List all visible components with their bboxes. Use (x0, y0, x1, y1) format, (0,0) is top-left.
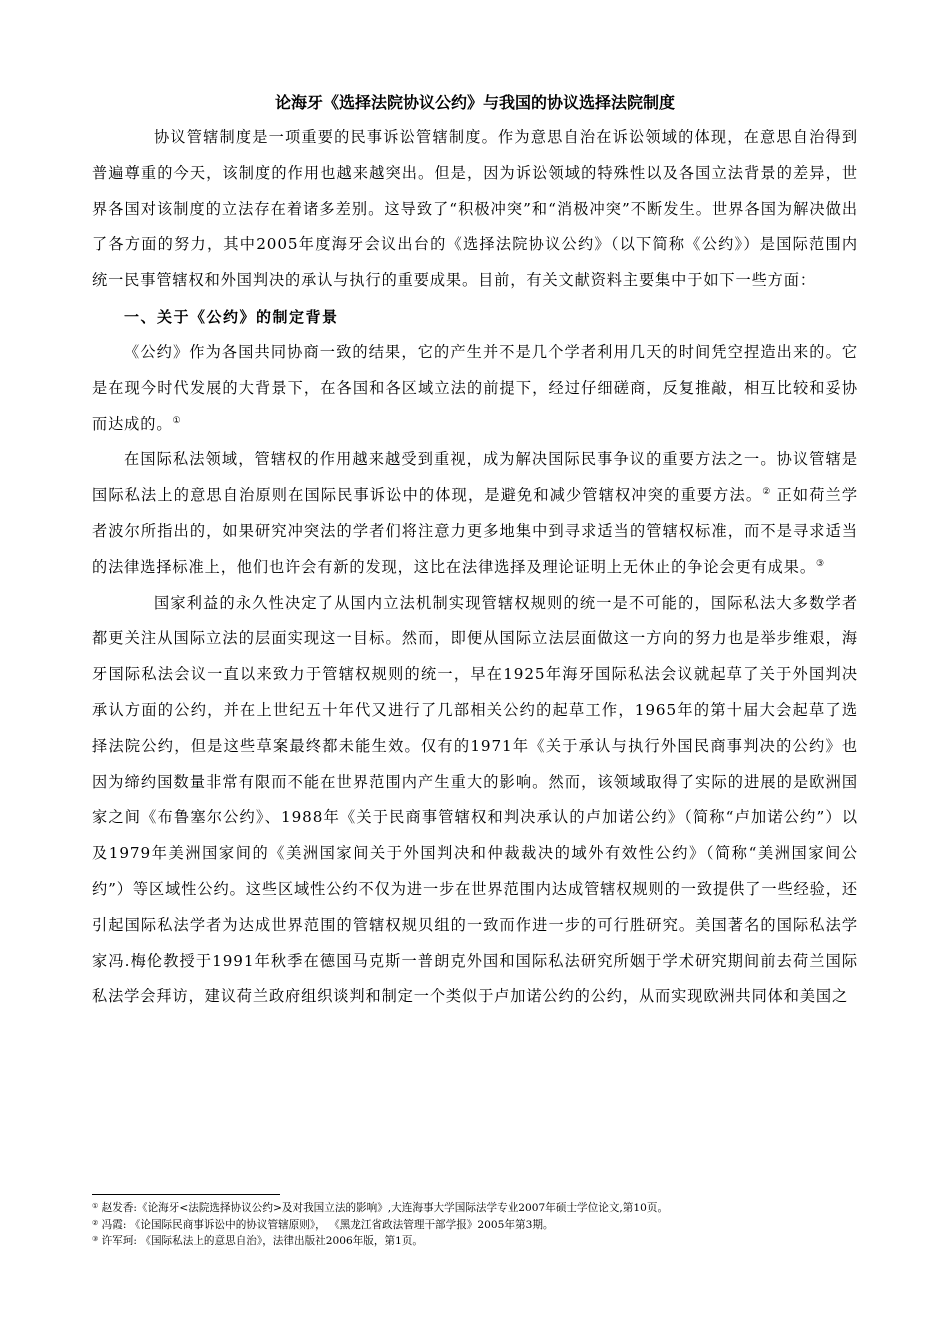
paragraph-1 (92, 335, 858, 442)
footnote-mark-1: ① (92, 1202, 99, 1210)
footnote-2 (92, 1216, 872, 1233)
footnote-1 (92, 1199, 872, 1216)
document-title: 论海牙《选择法院协议公约》与我国的协议选择法院制度 (274, 93, 675, 112)
paragraph-2-text-a: 在国际私法领域，管辖权的作用越来越受到重视，成为解决国际民事争议的重要方法之一。协议管辖是国际私法上的意思自治原则在国际民事诉讼中的体现，是避免和减少管辖权冲突的重要方法。 (92, 450, 858, 505)
footnote-ref-3[interactable]: ③ (815, 558, 825, 569)
paragraph-2-text-b: 正如荷兰学者波尔所指出的，如果研究冲突法的学者们将注意力更多地集中到寻求适当的管辖权标准，而不是寻求适当的法律选择标准上，他们也许会有新的发现，这比在法律选择及理论证明上无休止的争论会更有成果。 (92, 486, 858, 576)
intro-paragraph: 协议管辖制度是一项重要的民事诉讼管辖制度。作为意思自治在诉讼领域的体现，在意思自治得到普遍尊重的今天，该制度的作用也越来越突出。但是，因为诉讼领域的特殊性以及各国立法背景的差异，世界各国对该制度的立法存在着诸多差别。这导致了“积极冲突”和“消极冲突”不断发生。世界各国为解决做出了各方面的努力，其中2005年度海牙会议出台的《选择法院协议公约》（以下简称《公约》）是国际范围内统一民事管辖权和外国判决的承认与执行的重要成果。目前，有关文献资料主要集中于如下一些方面： (92, 128, 858, 290)
paragraph-1-text: 《公约》作为各国共同协商一致的结果，它的产生并不是几个学者利用几天的时间凭空捏造出来的。它是在现今时代发展的大背景下，在各国和各区域立法的前提下，经过仔细磋商，反复推敲，相互比较和妥协而达成的。 (92, 342, 858, 433)
footnote-text-1: 赵发香:《论海牙<法院选择协议公约>及对我国立法的影响》,大连海事大学国际法学专业2007年硕士学位论文,第10页。 (98, 1202, 669, 1214)
paragraph-3: 国家利益的永久性决定了从国内立法机制实现管辖权规则的统一是不可能的，国际私法大多数学者都更关注从国际立法的层面实现这一目标。然而，即便从国际立法层面做这一方向的努力也是举步维艰，海牙国际私法会议一直以来致力于管辖权规则的统一，早在1925年海牙国际私法会议就起草了关于外国判决承认方面的公约，并在上世纪五十年代又进行了几部相关公约的起草工作，1965年的第十届大会起草了选择法院公约，但是这些草案最终都未能生效。仅有的1971年《关于承认与执行外国民商事判决的公约》也因为缔约国数量非常有限而不能在世界范围内产生重大的影响。然而，该领域取得了实际的进展的是欧洲国家之间《布鲁塞尔公约》、1988年《关于民商事管辖权和判决承认的卢加诺公约》（简称“卢加诺公约”）以及1979年美洲国家间的《美洲国家间关于外国判决和仲裁裁决的域外有效性公约》（简称“美洲国家间公约”）等区域性公约。这些区域性公约不仅为进一步在世界范围内达成管辖权规则的一致提供了一些经验，还引起国际私法学者为达成世界范围的管辖权规贝组的一致而作进一步的可行胜研究。美国著名的国际私法学家冯.梅伦教授于1991年秋季在德国马克斯一普朗克外国和国际私法研究所姻于学术研究期间前去荷兰国际私法学会拜访，建议荷兰政府组织谈判和制定一个类似于卢加诺公约的公约，从而实现欧洲共同体和美国之 (92, 593, 858, 1006)
footnote-mark-2: ② (92, 1218, 99, 1227)
footnote-ref-2[interactable]: ② (762, 487, 771, 498)
footnote-divider (92, 1194, 280, 1195)
footnote-mark-3: ③ (92, 1235, 99, 1244)
footnote-3 (92, 1232, 872, 1249)
footnotes (92, 1194, 872, 1249)
footnote-ref-1[interactable]: ① (172, 415, 181, 426)
footnote-text-2: 冯霞: 《论国际民商事诉讼中的协议管辖原则》， 《黑龙江省政法管理干部学报》2005年第3期。 (98, 1218, 554, 1231)
section-heading: 一、关于《公约》的制定背景 (124, 307, 339, 326)
document-body (92, 88, 858, 1015)
paragraph-2 (92, 442, 858, 585)
footnote-text-3: 许军珂: 《国际私法上的意思自治》，法律出版社2006年版，第1页。 (98, 1235, 424, 1248)
